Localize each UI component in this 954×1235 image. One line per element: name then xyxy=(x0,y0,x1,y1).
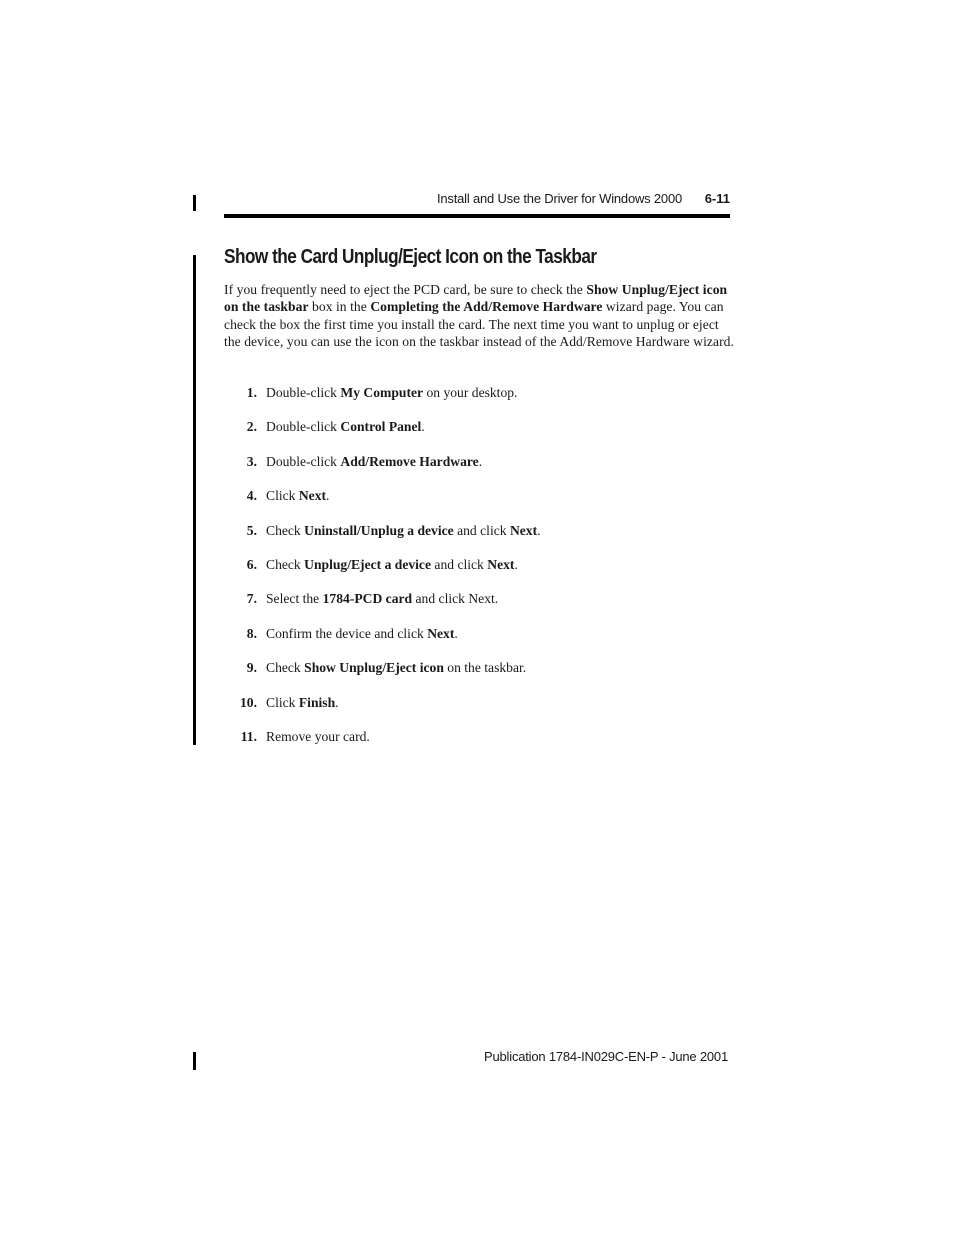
text-run: . xyxy=(335,694,339,710)
text-run: Click xyxy=(266,488,299,504)
bold-term: Next xyxy=(509,522,538,538)
step-text xyxy=(266,418,425,435)
step-text xyxy=(266,522,541,539)
step-number: 10. xyxy=(240,694,257,710)
text-run: Select the xyxy=(266,591,323,607)
text-run: Check xyxy=(266,556,305,572)
text-run: on your desktop. xyxy=(423,385,518,400)
step-text xyxy=(266,728,370,745)
text-run: on the taskbar. xyxy=(443,660,527,676)
change-bar xyxy=(193,255,196,745)
text-run: and click xyxy=(431,556,488,572)
text-run: . xyxy=(454,625,458,641)
bold-term: 1784-PCD card xyxy=(322,591,413,607)
step-number: 8. xyxy=(246,625,257,641)
bold-term: Add/Remove Hardware xyxy=(340,453,479,469)
bold-term: Completing the Add/Remove Hardware xyxy=(370,299,603,315)
step-item xyxy=(224,590,734,624)
step-number: 3. xyxy=(246,453,257,469)
step-text xyxy=(266,625,458,642)
step-item xyxy=(224,487,734,521)
step-text xyxy=(266,453,482,470)
step-number: 4. xyxy=(246,488,257,504)
step-item xyxy=(224,659,734,693)
bold-term: Uninstall/Unplug a device xyxy=(304,522,454,538)
text-run: box in the xyxy=(308,299,371,315)
page-number: 6-11 xyxy=(704,191,730,206)
step-item xyxy=(224,522,734,556)
step-number: 5. xyxy=(246,522,257,538)
step-text xyxy=(266,556,518,573)
publication-footer: Publication 1784-IN029C-EN-P - June 2001 xyxy=(484,1049,728,1064)
step-number: 6. xyxy=(246,556,257,572)
bold-term: Show Unplug/Eject icon xyxy=(304,660,444,676)
step-number: 11. xyxy=(240,728,257,744)
bold-term: Next xyxy=(487,556,515,572)
bold-term: Finish xyxy=(298,694,336,710)
text-run: Double-click xyxy=(266,453,341,469)
text-run: Check xyxy=(266,522,305,538)
bold-term: Next xyxy=(298,488,327,504)
text-run: . xyxy=(421,419,425,435)
text-run: Check xyxy=(266,660,305,676)
header-rule xyxy=(224,214,730,218)
step-text xyxy=(266,659,526,676)
bold-term: Next xyxy=(427,625,455,641)
step-number: 9. xyxy=(246,660,257,676)
text-run: . xyxy=(514,556,518,572)
crop-mark-top xyxy=(193,195,196,211)
step-number: 1. xyxy=(246,385,257,400)
section-title: Show the Card Unplug/Eject Icon on the Taskbar xyxy=(224,246,597,268)
running-header-title: Install and Use the Driver for Windows 2000 xyxy=(436,191,682,206)
step-number: 7. xyxy=(246,591,257,607)
steps-list xyxy=(224,384,734,762)
bold-term: Control Panel xyxy=(340,419,422,435)
step-item xyxy=(224,418,734,452)
step-text xyxy=(266,694,339,711)
text-run: . xyxy=(478,453,483,469)
step-item xyxy=(224,453,734,487)
step-number: 2. xyxy=(246,419,257,435)
text-run: . xyxy=(537,522,541,538)
text-run: . xyxy=(326,488,330,504)
step-item xyxy=(224,556,734,590)
crop-mark-bottom xyxy=(193,1052,196,1070)
bold-term: My Computer xyxy=(340,385,424,400)
step-item xyxy=(224,694,734,728)
step-text xyxy=(266,590,498,607)
text-run: Click xyxy=(266,694,299,710)
text-run: and click Next. xyxy=(412,591,499,607)
intro-paragraph xyxy=(224,281,734,350)
text-run: and click xyxy=(453,522,510,538)
text-run: Double-click xyxy=(266,385,341,400)
step-item xyxy=(224,384,734,418)
text-run: Confirm the device and click xyxy=(266,625,428,641)
step-item xyxy=(224,625,734,659)
step-text xyxy=(266,384,517,401)
step-text xyxy=(266,487,329,504)
text-run: If you frequently need to eject the PCD card, be sure to check the xyxy=(224,282,587,297)
text-run: wizard page. You can check the box the first time you install the card. The next time you want to unplug or eject the device, you can use the icon on the taskbar instead of the Add/Remove Hardware wizard. xyxy=(224,299,734,349)
text-run: Remove your card. xyxy=(266,728,370,744)
bold-term: Unplug/Eject a device xyxy=(304,556,432,572)
bold-term: Show Unplug/Eject icon on the taskbar xyxy=(224,282,728,315)
step-item xyxy=(224,728,734,762)
text-run: Double-click xyxy=(266,419,341,435)
